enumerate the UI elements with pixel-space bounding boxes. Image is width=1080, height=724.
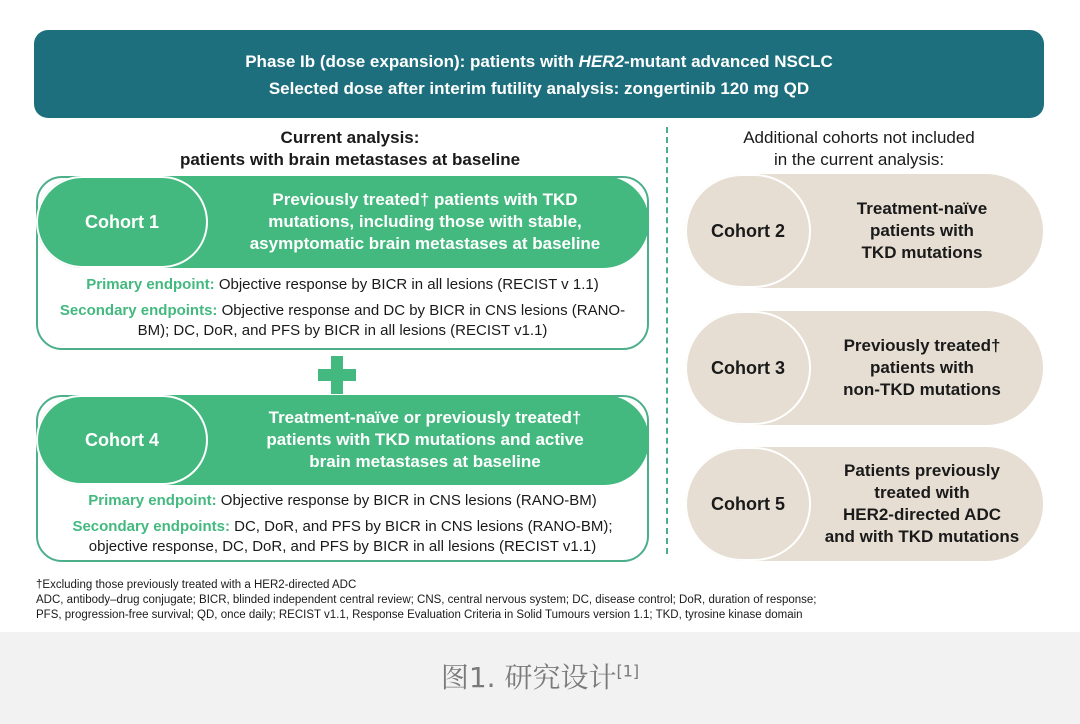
cohort-1-description-line-3: asymptomatic brain metastases at baseline — [249, 234, 601, 253]
cohort-4-secondary-endpoints — [46, 517, 639, 557]
cohort-5-description-line-3: HER2-directed ADC — [842, 505, 1002, 524]
cohort-2-pill — [685, 174, 1043, 288]
cohort-2-description-line-3: TKD mutations — [861, 243, 983, 262]
cohort-4-pill — [36, 395, 649, 485]
study-banner — [34, 30, 1044, 118]
cohort-4-description-line-3: brain metastases at baseline — [309, 452, 541, 471]
footnote-line-1: †Excluding those previously treated with a HER2-directed ADC — [36, 579, 357, 591]
cohort-1-secondary-endpoints — [46, 301, 639, 341]
cohort-4-box — [36, 395, 649, 562]
figure-caption — [0, 656, 1080, 696]
cohort-4-description-line-1: Treatment-naïve or previously treated† — [268, 408, 582, 427]
additional-cohorts-heading-line-1: Additional cohorts not included — [743, 128, 975, 147]
cohort-2-description-line-2: patients with — [870, 221, 974, 240]
figure-caption-reference[interactable]: [1] — [616, 661, 640, 681]
current-analysis-heading-line-2: patients with brain metastases at baseline — [179, 150, 521, 169]
cohort-1-pill — [36, 176, 649, 268]
additional-cohorts-heading-line-2: in the current analysis: — [773, 150, 945, 169]
cohort-2-description — [815, 174, 1029, 288]
cohort-5-description-line-4: and with TKD mutations — [824, 527, 1020, 546]
cohort-1-endpoints — [46, 275, 639, 347]
current-analysis-heading — [130, 127, 570, 171]
cohort-1-label: Cohort 1 — [36, 176, 208, 268]
cohort-1-primary-endpoint — [46, 275, 639, 295]
banner-line-1-italic: HER2 — [578, 52, 625, 71]
cohort-1-primary-label: Primary endpoint: — [86, 276, 215, 293]
footnote-line-3: PFS, progression-free survival; QD, once daily; RECIST v1.1, Response Evaluation Criteria in Solid Tumours version 1.1; TKD, tyrosine kinase domain — [36, 609, 803, 621]
cohort-4-description-line-2: patients with TKD mutations and active — [266, 430, 584, 449]
cohort-3-pill — [685, 311, 1043, 425]
cohort-5-description — [815, 447, 1029, 561]
cohort-5-label: Cohort 5 — [685, 447, 811, 561]
banner-line-2: Selected dose after interim futility analysis: zongertinib 120 mg QD — [268, 79, 810, 98]
cohort-4-label: Cohort 4 — [36, 395, 208, 485]
banner-line-1-suffix: -mutant advanced NSCLC — [624, 52, 833, 71]
cohort-1-secondary-text: Objective response and DC by BICR in CNS lesions (RANO-BM); DC, DoR, and PFS by BICR in all lesions (RECIST v1.1) — [137, 302, 626, 339]
dashed-divider — [666, 127, 668, 554]
cohort-1-primary-text: Objective response by BICR in all lesions (RECIST v 1.1) — [214, 276, 599, 293]
additional-cohorts-heading — [700, 127, 1018, 171]
cohort-4-primary-label: Primary endpoint: — [88, 492, 217, 509]
figure-caption-text: 图1. 研究设计 — [440, 661, 617, 694]
cohort-1-description-line-1: Previously treated† patients with TKD — [272, 190, 578, 209]
footnote-line-2: ADC, antibody–drug conjugate; BICR, blinded independent central review; CNS, central nervous system; DC, disease control; DoR, duration of response; — [36, 594, 817, 606]
cohort-1-description — [211, 176, 639, 268]
cohort-5-description-line-1: Patients previously — [844, 461, 1000, 480]
plus-icon — [318, 356, 356, 394]
cohort-3-description-line-1: Previously treated† — [843, 336, 1001, 355]
banner-line-1-prefix: Phase Ib (dose expansion): patients with — [245, 52, 579, 71]
footnotes — [36, 578, 1046, 623]
current-analysis-heading-line-1: Current analysis: — [280, 128, 420, 147]
cohort-4-endpoints — [46, 491, 639, 563]
cohort-1-secondary-label: Secondary endpoints: — [59, 302, 218, 319]
cohort-4-primary-text: Objective response by BICR in CNS lesions (RANO-BM) — [216, 492, 597, 509]
cohort-5-pill — [685, 447, 1043, 561]
cohort-5-description-line-2: treated with — [874, 483, 970, 502]
cohort-3-description-line-2: patients with — [870, 358, 974, 377]
cohort-4-secondary-text: DC, DoR, and PFS by BICR in CNS lesions (RANO-BM); objective response, DC, DoR, and PFS by BICR in all lesions (RECIST v1.1) — [88, 518, 613, 555]
cohort-1-description-line-2: mutations, including those with stable, — [268, 212, 582, 231]
cohort-3-label: Cohort 3 — [685, 311, 811, 425]
cohort-4-description — [211, 395, 639, 485]
banner-line-1 — [34, 48, 1044, 75]
cohort-4-primary-endpoint — [46, 491, 639, 511]
cohort-3-description — [815, 311, 1029, 425]
cohort-2-description-line-1: Treatment-naïve — [856, 199, 988, 218]
cohort-3-description-line-3: non-TKD mutations — [843, 380, 1001, 399]
cohort-1-box — [36, 176, 649, 350]
cohort-2-label: Cohort 2 — [685, 174, 811, 288]
cohort-4-secondary-label: Secondary endpoints: — [72, 518, 230, 535]
